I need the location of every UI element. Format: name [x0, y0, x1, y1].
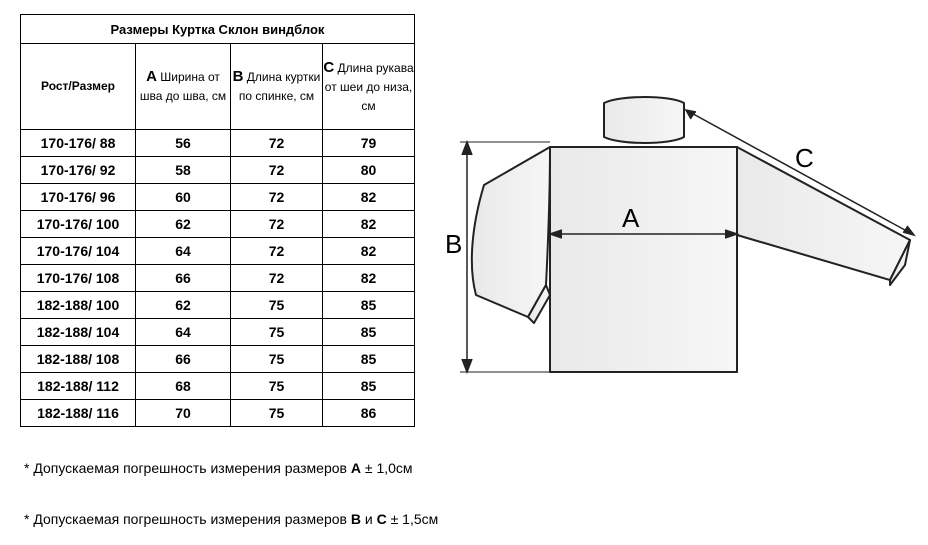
label-b: B — [445, 229, 463, 259]
jacket-diagram — [440, 95, 920, 385]
label-a: A — [622, 203, 640, 233]
header-c-text: Длина рукава от шеи до низа, см — [324, 60, 414, 113]
note2-b: В — [350, 511, 361, 527]
table-row — [21, 319, 415, 346]
table-body — [21, 130, 415, 427]
note1-prefix: * Допускаемая погрешность измерения размеров — [24, 460, 351, 476]
cell-c: 85 — [323, 346, 415, 373]
cell-c: 82 — [323, 265, 415, 292]
table-row — [21, 184, 415, 211]
cell-b: 75 — [231, 346, 323, 373]
header-b — [231, 44, 323, 130]
cell-b: 72 — [231, 211, 323, 238]
cell-a: 66 — [136, 265, 231, 292]
cell-b: 75 — [231, 400, 323, 427]
cell-size: 170-176/ 100 — [21, 211, 136, 238]
cell-a: 56 — [136, 130, 231, 157]
header-a-text: Ширина от шва до шва, см — [139, 70, 227, 103]
header-rost: Рост/Размер — [21, 44, 136, 130]
cell-a: 62 — [136, 292, 231, 319]
note2-suffix: ± 1,5см — [386, 511, 439, 527]
note2-prefix: * Допускаемая погрешность измерения размеров — [24, 511, 351, 527]
cell-size: 182-188/ 116 — [21, 400, 136, 427]
cell-c: 79 — [323, 130, 415, 157]
cell-size: 182-188/ 100 — [21, 292, 136, 319]
table-row — [21, 292, 415, 319]
cell-c: 82 — [323, 184, 415, 211]
header-c — [323, 44, 415, 130]
label-c: C — [795, 143, 814, 173]
cell-size: 182-188/ 112 — [21, 373, 136, 400]
cell-a: 64 — [136, 319, 231, 346]
cell-b: 75 — [231, 292, 323, 319]
cell-size: 170-176/ 92 — [21, 157, 136, 184]
cell-size: 182-188/ 108 — [21, 346, 136, 373]
cell-b: 72 — [231, 265, 323, 292]
cell-size: 170-176/ 104 — [21, 238, 136, 265]
note1-a: А — [350, 460, 361, 476]
cell-b: 75 — [231, 319, 323, 346]
note-bc-tolerance — [24, 511, 438, 527]
cell-a: 62 — [136, 211, 231, 238]
cell-a: 68 — [136, 373, 231, 400]
header-a — [136, 44, 231, 130]
table-title: Размеры Куртка Склон виндблок — [21, 15, 415, 44]
cell-b: 75 — [231, 373, 323, 400]
cell-b: 72 — [231, 184, 323, 211]
table-row — [21, 130, 415, 157]
cell-a: 64 — [136, 238, 231, 265]
header-b-text: Длина куртки по спинке, см — [238, 70, 321, 103]
header-c-letter: С — [323, 58, 335, 76]
cell-c: 82 — [323, 211, 415, 238]
header-b-letter: В — [232, 68, 244, 85]
table-row — [21, 265, 415, 292]
cell-c: 85 — [323, 319, 415, 346]
cell-b: 72 — [231, 238, 323, 265]
cell-c: 80 — [323, 157, 415, 184]
cell-b: 72 — [231, 157, 323, 184]
cell-a: 58 — [136, 157, 231, 184]
note-a-tolerance — [24, 460, 413, 476]
table-row — [21, 400, 415, 427]
cell-b: 72 — [231, 130, 323, 157]
size-table — [20, 14, 415, 427]
table-row — [21, 373, 415, 400]
note2-and: и — [360, 511, 377, 527]
header-a-letter: А — [146, 68, 157, 85]
cell-size: 182-188/ 104 — [21, 319, 136, 346]
cell-a: 70 — [136, 400, 231, 427]
table-row — [21, 157, 415, 184]
table-row — [21, 211, 415, 238]
cell-size: 170-176/ 88 — [21, 130, 136, 157]
cell-a: 66 — [136, 346, 231, 373]
table-row — [21, 346, 415, 373]
cell-c: 86 — [323, 400, 415, 427]
cell-c: 85 — [323, 373, 415, 400]
cell-size: 170-176/ 108 — [21, 265, 136, 292]
table-row — [21, 238, 415, 265]
note2-c: С — [376, 511, 387, 527]
note1-suffix: ± 1,0см — [360, 460, 413, 476]
cell-size: 170-176/ 96 — [21, 184, 136, 211]
cell-a: 60 — [136, 184, 231, 211]
cell-c: 85 — [323, 292, 415, 319]
cell-c: 82 — [323, 238, 415, 265]
